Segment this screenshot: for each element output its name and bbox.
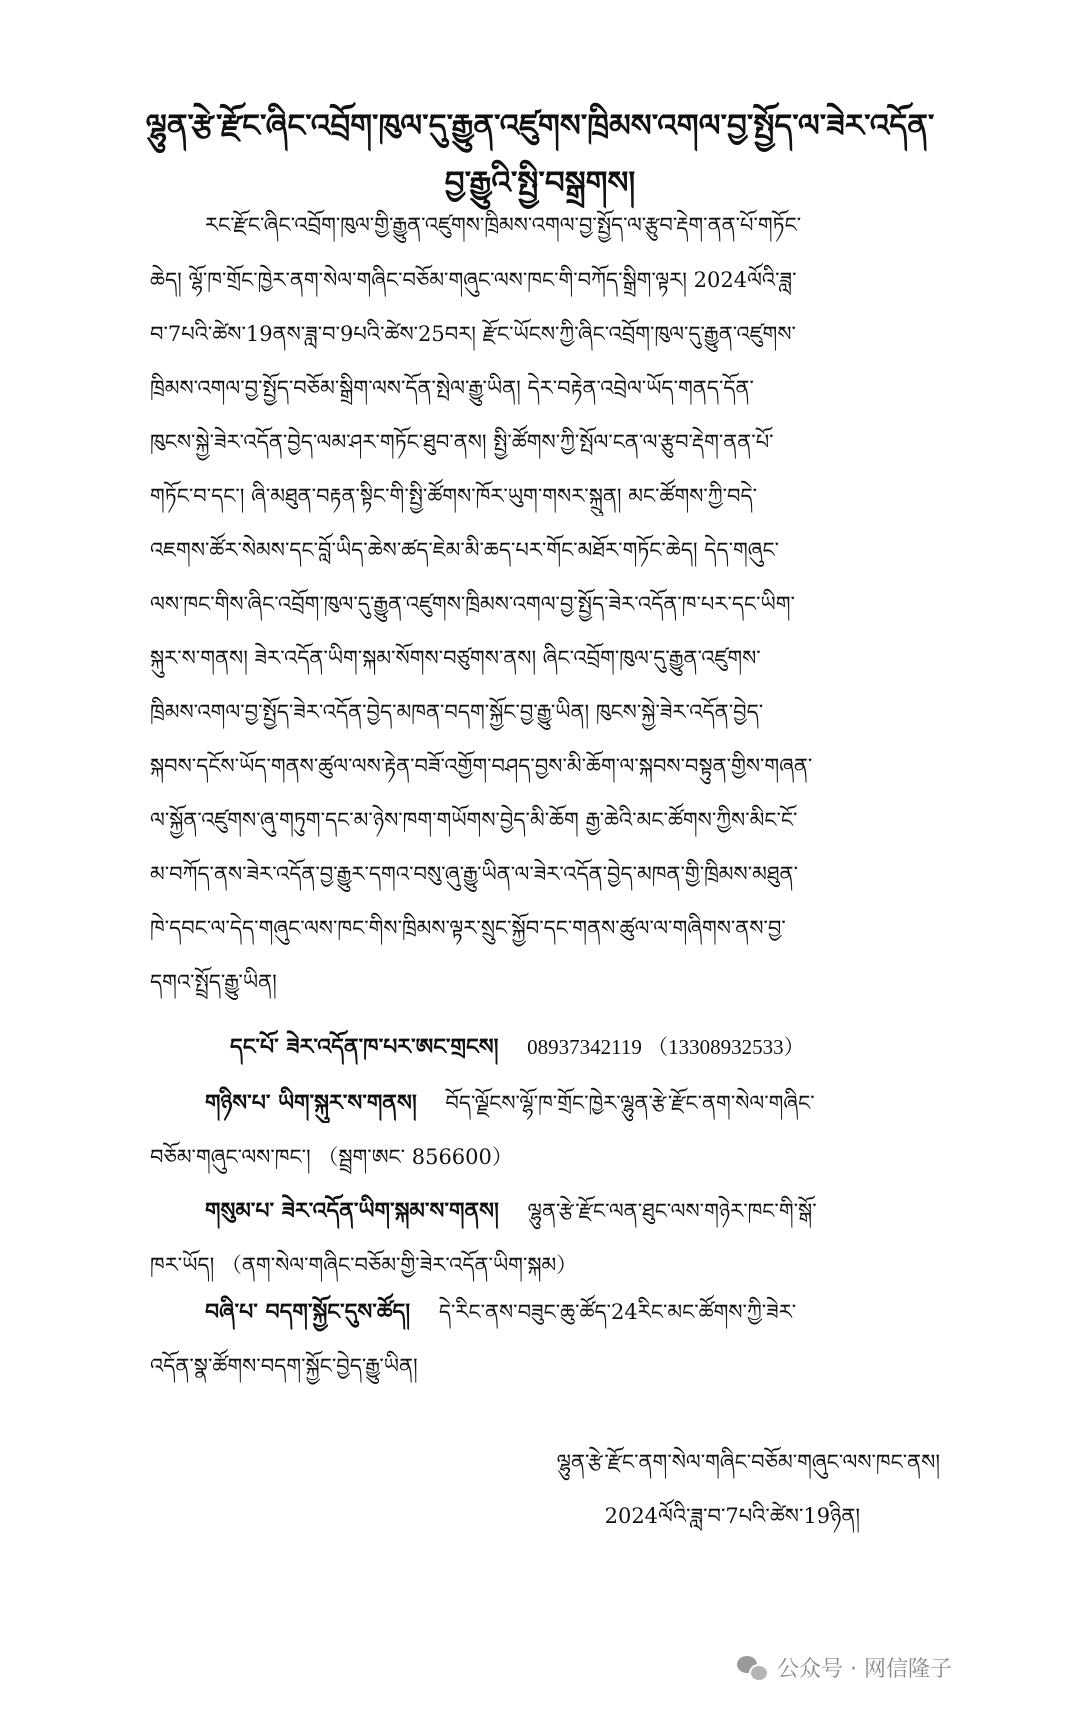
watermark-text: 公众号 · 网信隆子 (777, 1656, 952, 1682)
contact-item-phone (230, 1027, 940, 1067)
body-line: ལ་སྐྱོན་འཛུགས་ཞུ་གཏུག་དང་མ་ཉེས་ཁག་གཡོགས་བྱེད་མི་ཆོག རྒྱ་ཆེའི་མང་ཚོགས་ཀྱིས་མིང་ངོ་ (150, 808, 798, 832)
hours-label: བཞི་པ་ བདག་སྐྱོང་དུས་ཚོད། (205, 1299, 411, 1325)
document-title-line-2: བྱ་རྒྱུའི་སྤྱི་བསྒྲགས། (444, 165, 636, 201)
body-line: སྐབས་དངོས་ཡོད་གནས་ཚུལ་ལས་རྟེན་བཟོ་འགྱོག་བཤད་བྱས་མི་ཆོག་ལ་སྐབས་བསྟུན་གྱིས་གཞན་ (150, 754, 813, 778)
document-title-line-1: ལྷུན་རྩེ་རྫོང་ཞིང་འབྲོག་ཁུལ་དུ་རྒྱུན་འཛུགས་ཁྲིམས་འགལ་བྱ་སྤྱོད་ལ་ཟེར་འདོན་ (145, 108, 935, 144)
body-line: གཏོང་བ་དང་། ཞི་མཐུན་བརྟན་སྟིང་གི་སྤྱི་ཚོགས་ཁོར་ཡུག་གསར་སྐྲུན། མང་ཚོགས་ཀྱི་བདེ་ (150, 484, 758, 508)
mail-address-continuation: བཅོམ་གཞུང་ལས་ཁང་། （སྦྲག་ཨང་ 856600） (150, 1145, 513, 1169)
body-line: ཁྲིམས་འགལ་བྱ་སྤྱོད་བཅོམ་སྒྲིག་ལས་དོན་སྤེལ་རྒྱུ་ཡིན། དེར་བརྟེན་འབྲེལ་ཡོད་གནད་དོན་ (150, 376, 754, 400)
body-line: དགའ་སྤྲོད་རྒྱུ་ཡིན། (150, 970, 277, 994)
body-line: འཇགས་ཚོར་སེམས་དང་བློ་ཡིད་ཆེས་ཚད་ཇེམ་མི་ཆད་པར་གོང་མཐོར་གཏོང་ཆེད། དེད་གཞུང་ (150, 538, 780, 562)
body-line: ཆེད། ལྷོ་ཁ་གྲོང་ཁྱེར་ནག་སེལ་གཞིང་བཅོམ་གཞུང་ལས་ཁང་གི་བཀོད་སྒྲིག་ལྟར། 2024ལོའི་ཟླ་ (150, 268, 797, 292)
phone-label: དང་པོ་ ཟེར་འདོན་ཁ་པར་ཨང་གྲངས། (230, 1034, 499, 1060)
hours-value: དེ་རིང་ནས་བཟུང་ཆུ་ཚོད་24རིང་མང་ཚོགས་ཀྱི་ཟེར་ (438, 1300, 797, 1324)
issuing-office: ལྷུན་རྩེ་རྫོང་ནག་སེལ་གཞིང་བཅོམ་གཞུང་ལས་ཁང་ནས། (556, 1450, 940, 1474)
body-line: ཁེ་དབང་ལ་དེད་གཞུང་ལས་ཁང་གིས་ཁྲིམས་ལྟར་སྲུང་སྐྱོབ་དང་གནས་ཚུལ་ལ་གཞིགས་ནས་བྱ་ (150, 916, 786, 940)
hours-continuation: འདོན་སྣ་ཚོགས་བདག་སྐྱོང་བྱེད་རྒྱུ་ཡིན། (150, 1354, 418, 1378)
issue-date: 2024ལོའི་ཟླ་བ་7པའི་ཚེས་19ཉིན། (604, 1504, 860, 1528)
body-line: སྐུར་ས་གནས། ཟེར་འདོན་ཡིག་སྐམ་སོགས་བཙུགས་ནས། ཞིང་འབྲོག་ཁུལ་དུ་རྒྱུན་འཛུགས་ (150, 646, 761, 670)
body-line: མ་བཀོད་ནས་ཟེར་འདོན་བྱ་རྒྱུར་དགའ་བསུ་ཞུ་རྒྱུ་ཡིན་ལ་ཟེར་འདོན་བྱེད་མཁན་གྱི་ཁྲིམས་མཐུན་ (150, 862, 798, 886)
wechat-watermark (737, 1650, 952, 1684)
body-line: ཁྲིམས་འགལ་བྱ་སྤྱོད་ཟེར་འདོན་བྱེད་མཁན་བདག་སྐྱོང་བྱ་རྒྱུ་ཡིན། ཁུངས་སྐྱེ་ཟེར་འདོན་བྱེད་ (150, 700, 764, 724)
report-box-continuation: ཁར་ཡོད། （ནག་སེལ་གཞིང་བཅོམ་གྱི་ཟེར་འདོན་ཡིག་སྐམ） (150, 1253, 578, 1277)
report-box-value: ལྷུན་རྩེ་རྫོང་ལན་ཐུང་ལས་གཉེར་ཁང་གི་སྒོ་ (527, 1199, 817, 1223)
body-line: ཁུངས་སྐྱེ་ཟེར་འདོན་བྱེད་ལམ་ཤར་གཏོང་ཐུབ་ནས། སྤྱི་ཚོགས་ཀྱི་སྤོལ་ངན་ལ་རྩུབ་རྡེག་ནན་པོ་ (150, 430, 774, 454)
wechat-icon (737, 1654, 767, 1680)
body-line: རང་རྫོང་ཞིང་འབྲོག་ཁུལ་གྱི་རྒྱུན་འཛུགས་ཁྲིམས་འགལ་བྱ་སྤྱོད་ལ་རྩུབ་རྡེག་ནན་པོ་གཏོང་ (205, 213, 802, 237)
body-line: བ་7པའི་ཚེས་19ནས་ཟླ་བ་9པའི་ཚེས་25བར། རྫོང་ཡོངས་ཀྱི་ཞིང་འབྲོག་ཁུལ་དུ་རྒྱུན་འཛུགས་ (150, 322, 796, 346)
phone-numbers: 08937342119 （13308932533） (527, 1035, 805, 1059)
mail-address-label: གཉིས་པ་ ཡིག་སྐུར་ས་གནས། (205, 1090, 417, 1116)
body-line: ལས་ཁང་གིས་ཞིང་འབྲོག་ཁུལ་དུ་རྒྱུན་འཛུགས་ཁྲིམས་འགལ་བྱ་སྤྱོད་ཟེར་འདོན་ཁ་པར་དང་ཡིག་ (150, 592, 795, 616)
report-box-label: གསུམ་པ་ ཟེར་འདོན་ཡིག་སྐམ་ས་གནས། (205, 1198, 499, 1224)
mail-address-value: བོད་ལྗོངས་ལྷོ་ཁ་གྲོང་ཁྱེར་ལྷུན་རྩེ་རྫོང་ནག་སེལ་གཞིང་ (445, 1091, 815, 1115)
contact-item-report-box (205, 1191, 940, 1231)
contact-item-mail-address (205, 1083, 940, 1123)
contact-item-hours (205, 1292, 940, 1332)
